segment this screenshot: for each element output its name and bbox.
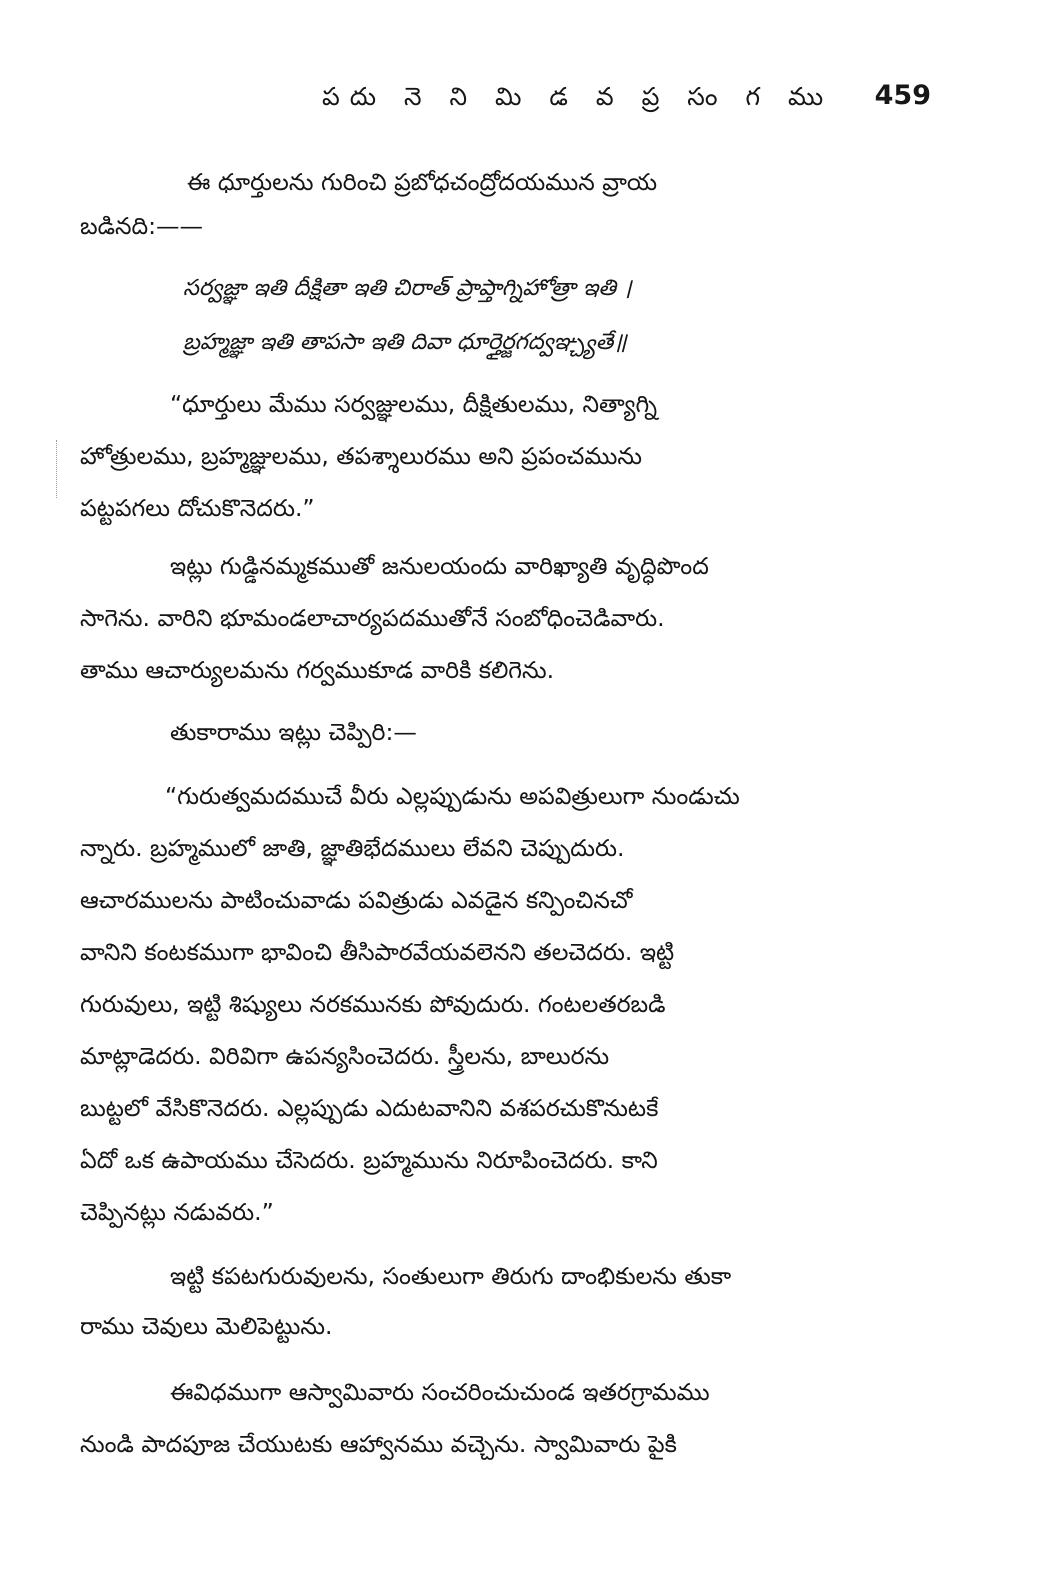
text-line: న్నారు. బ్రహ్మములో జాతి, జ్ఞాతిభేదములు లేవని చెప్పుదురు. xyxy=(80,834,625,862)
text-line: ఇట్టి కపటగురువులను, సంతులుగా తిరుగు దాంభికులను తుకా xyxy=(170,1262,732,1290)
text-line: తుకారాము ఇట్లు చెప్పిరి:— xyxy=(170,718,417,746)
text-line: “ధూర్తులు మేము సర్వజ్ఞులము, దీక్షితులము, నిత్యాగ్ని xyxy=(170,390,658,418)
text-line: ఈ ధూర్తులను గురించి ప్రబోధచంద్రోదయమున వ్రాయ xyxy=(187,168,658,196)
text-line: “గురుత్వమదముచే వీరు ఎల్లప్పుడును అపవిత్రులుగా నుండుచు xyxy=(165,782,740,810)
text-line: పట్టపగలు దోచుకొనెదరు.” xyxy=(80,494,315,522)
page-number: 459 xyxy=(874,80,931,111)
text-line: బడినది:—— xyxy=(80,212,204,240)
text-line: బుట్టలో వేసికొనెదరు. ఎల్లప్పుడు ఎదుటవానిని వశపరచుకొనుటకే xyxy=(80,1094,659,1122)
text-line: ఆచారములను పాటించువాడు పవిత్రుడు ఎవడైన కన్పించినచో xyxy=(80,886,633,914)
text-line: ఇట్లు గుడ్డినమ్మకముతో జనులయందు వారిఖ్యాతి వృద్ధిపొంద xyxy=(170,552,709,580)
text-line: ఏదో ఒక ఉపాయము చేసెదరు. బ్రహ్మమును నిరూపించెదరు. కాని xyxy=(80,1146,658,1174)
verse-line: సర్వజ్ఞా ఇతి దీక్షితా ఇతి చిరాత్ ప్రాప్తాగ్నిహోత్రా ఇతి । xyxy=(183,275,632,301)
running-title: పదు నె ని మి డ వ ప్ర సం గ ము xyxy=(322,82,834,111)
text-line: చెప్పినట్లు నడువరు.” xyxy=(80,1198,274,1226)
text-line: తాము ఆచార్యులమను గర్వముకూడ వారికి కలిగెను. xyxy=(80,656,555,684)
scan-margin-mark xyxy=(56,440,59,498)
text-line: నుండి పాదపూజ చేయుటకు ఆహ్వానము వచ్చెను. స్వామివారు పైకి xyxy=(80,1430,677,1458)
text-line: హోత్రులము, బ్రహ్మజ్ఞులము, తపశ్శాలురము అని ప్రపంచమును xyxy=(80,442,642,470)
verse-line: బ్రహ్మజ్ఞా ఇతి తాపసా ఇతి దివా ధూర్తైర్జగద్వఞ్చ్యతే॥ xyxy=(183,329,627,355)
text-line: రాము చెవులు మెలిపెట్టును. xyxy=(80,1312,333,1340)
text-line: మాట్లాడెదరు. విరివిగా ఉపన్యసించెదరు. స్త్రీలను, బాలురను xyxy=(80,1042,610,1070)
text-line: వానిని కంటకముగా భావించి తీసిపారవేయవలెనని తలచెదరు. ఇట్టి xyxy=(80,938,675,966)
text-line: సాగెను. వారిని భూమండలాచార్యపదముతోనే సంబోధించెడివారు. xyxy=(80,604,665,632)
text-line: గురువులు, ఇట్టి శిష్యులు నరకమునకు పోవుదురు. గంటలతరబడి xyxy=(80,990,666,1018)
text-line: ఈవిధముగా ఆస్వామివారు సంచరించుచుండ ఇతరగ్రామము xyxy=(170,1378,710,1406)
